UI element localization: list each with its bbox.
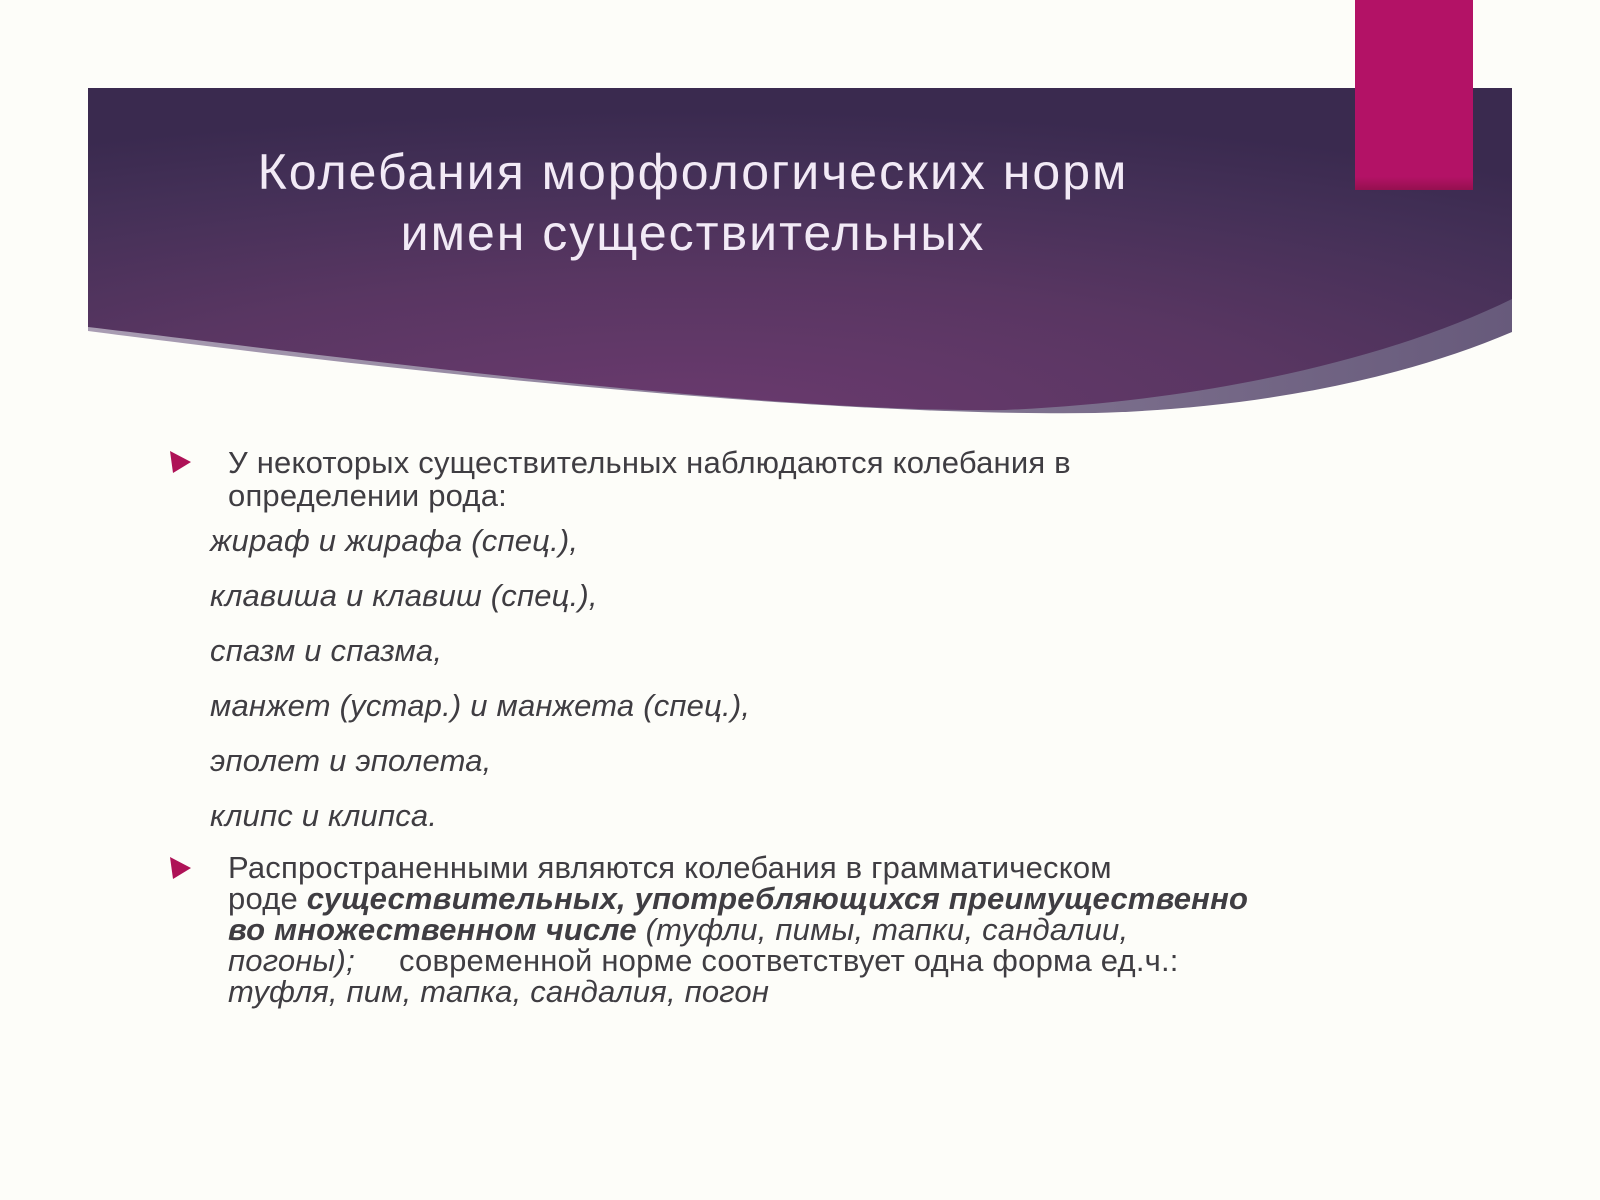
example-item: манжет (устар.) и манжета (спец.), xyxy=(210,688,751,723)
bullet-triangle-icon xyxy=(168,856,192,880)
bullet2-line: роде существительных, употребляющихся преимущественно xyxy=(228,881,1249,916)
bullet2-line: погоны); современной норме соответствует одна форма ед.ч.: xyxy=(228,943,1179,978)
bullet2-line: Распространенными являются колебания в грамматическом xyxy=(228,850,1112,885)
title-line-1: Колебания морфологических норм xyxy=(257,144,1129,200)
bullet-triangle-icon xyxy=(168,450,192,474)
bullet1-line-2: определении рода: xyxy=(228,478,507,513)
example-item: эполет и эполета, xyxy=(210,743,492,778)
examples-list xyxy=(210,524,750,854)
example-item: спазм и спазма, xyxy=(210,633,443,668)
example-item: клавиша и клавиш (спец.), xyxy=(210,578,598,613)
bullet2-line: туфля, пим, тапка, сандалия, погон xyxy=(228,974,770,1009)
example-item: жираф и жирафа (спец.), xyxy=(210,523,579,558)
example-item: клипс и клипса. xyxy=(210,798,438,833)
bullet2-paragraph xyxy=(228,852,1248,1007)
accent-rectangle xyxy=(1355,0,1473,190)
bullet1-line-1: У некоторых существительных наблюдаются колебания в xyxy=(228,445,1071,480)
bullet1-paragraph xyxy=(228,446,1071,512)
slide-title xyxy=(88,142,1298,264)
title-line-2: имен существительных xyxy=(400,205,986,261)
bullet2-line: во множественном числе (туфли, пимы, тапки, сандалии, xyxy=(228,912,1129,947)
